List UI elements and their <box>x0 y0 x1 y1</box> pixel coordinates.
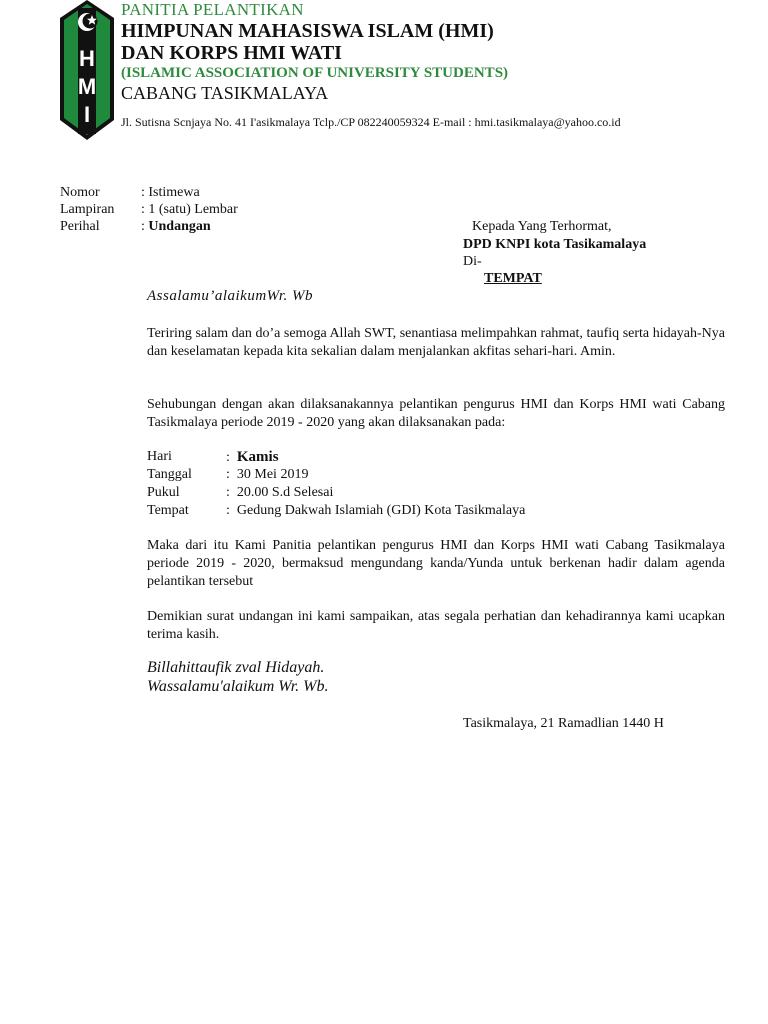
logo-letter-m: M <box>77 74 97 99</box>
perihal-value-wrap <box>141 219 211 235</box>
org-english-name: (ISLAMIC ASSOCIATION OF UNIVERSITY STUDENTS) <box>121 65 509 81</box>
tempat-value: Gedung Dakwah Islamiah (GDI) Kota Tasikmalaya <box>236 503 526 518</box>
greeting: Assalamu’alaikumWr. Wb <box>147 288 313 304</box>
hari-colon: : <box>226 450 230 465</box>
place-date: Tasikmalaya, 21 Ramadlian 1440 H <box>463 716 664 731</box>
perihal-value: Undangan <box>148 219 211 234</box>
hari-label: Hari <box>147 449 172 464</box>
tempat-colon: : <box>226 503 230 518</box>
logo-letter-h: H <box>79 46 95 71</box>
lampiran-value: : 1 (satu) Lembar <box>141 202 238 217</box>
recipient-salutation: Kepada Yang Terhormat, <box>472 219 612 234</box>
pukul-colon: : <box>226 485 230 500</box>
tempat-value-wrap <box>226 503 525 519</box>
recipient-place: TEMPAT <box>484 271 542 286</box>
nomor-label: Nomor <box>60 185 100 200</box>
letterhead-address: Jl. Sutisna Scnjaya No. 41 I'asikmalaya Tclp./CP 082240059324 E-mail : hmi.tasikmalaya@yahoo.co.id <box>121 115 621 129</box>
committee-name: PANITIA PELANTIKAN <box>121 0 304 19</box>
lampiran-label: Lampiran <box>60 202 115 217</box>
tanggal-label: Tanggal <box>147 467 192 482</box>
pukul-value-wrap <box>226 485 333 501</box>
paragraph-opening: Teriring salam dan do’a semoga Allah SWT, senantiasa melimpahkan rahmat, taufiq serta hidayah-Nya dan keselamatan kepada kita sekalian dalam menjalankan akfitas sehari-hari. Amin. <box>147 326 725 359</box>
perihal-colon: : <box>141 219 145 234</box>
org-name-line1: HIMPUNAN MAHASISWA ISLAM (HMI) <box>121 20 494 42</box>
tanggal-colon: : <box>226 467 230 482</box>
hmi-shield-logo-icon <box>58 0 116 140</box>
tempat-label: Tempat <box>147 503 189 518</box>
org-name-line2: DAN KORPS HMI WATI <box>121 42 342 64</box>
pukul-label: Pukul <box>147 485 180 500</box>
tanggal-value-wrap <box>226 467 308 483</box>
perihal-label: Perihal <box>60 219 100 234</box>
recipient-di: Di- <box>463 254 482 269</box>
pukul-value: 20.00 S.d Selesai <box>236 485 334 500</box>
nomor-value: : Istimewa <box>141 185 200 200</box>
paragraph-invitation: Maka dari itu Kami Panitia pelantikan pengurus HMI dan Korps HMI wati Cabang Tasikmalaya periode 2019 - 2020, bermaksud mengundang kanda/Yunda untuk berkenan hadir dalam agenda pelantikan tersebut <box>147 538 725 589</box>
branch-name: CABANG TASIKMALAYA <box>121 83 329 103</box>
tanggal-value: 30 Mei 2019 <box>236 467 309 482</box>
hari-value-wrap <box>226 449 279 466</box>
logo-letter-i: I <box>83 102 91 127</box>
hari-value: Kamis <box>236 449 279 465</box>
recipient-name: DPD KNPI kota Tasikamalaya <box>463 237 647 252</box>
closing-line2: Wassalamu'alaikum Wr. Wb. <box>147 678 329 695</box>
paragraph-announcement: Sehubungan dengan akan dilaksanakannya pelantikan pengurus HMI dan Korps HMI wati Cabang Tasikmalaya periode 2019 - 2020 yang akan dilaksanakan pada: <box>147 397 725 430</box>
closing-line1: Billahittaufik zval Hidayah. <box>147 659 325 676</box>
paragraph-closing: Demikian surat undangan ini kami sampaikan, atas segala perhatian dan kehadirannya kami ucapkan terima kasih. <box>147 609 725 642</box>
